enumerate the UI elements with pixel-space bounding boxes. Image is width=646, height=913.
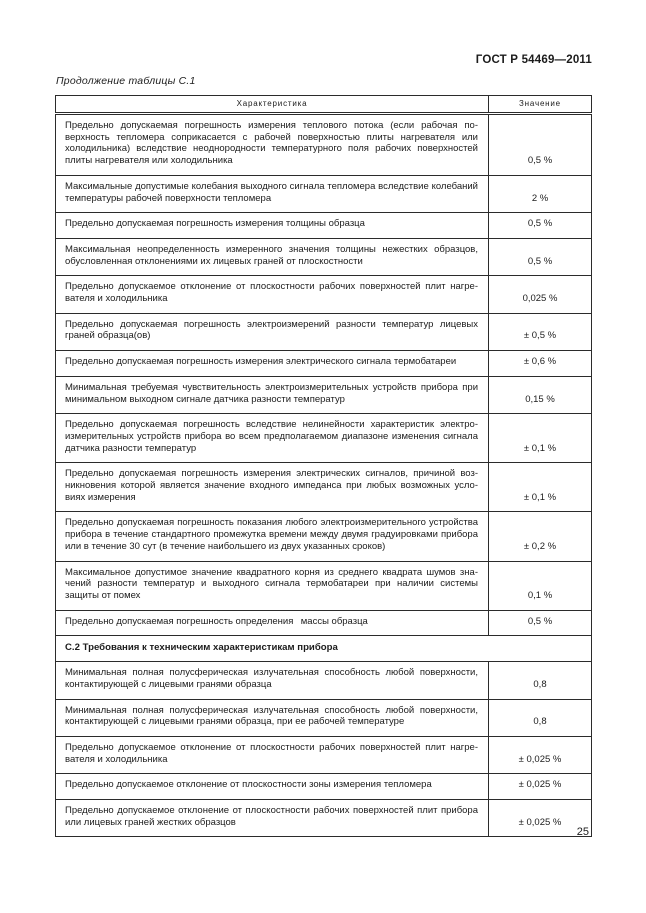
characteristic-cell: Предельно допускаемая погрешность определения массы образца (56, 610, 489, 636)
characteristic-cell: Предельно допускаемая погрешность измерения толщины образца (56, 213, 489, 239)
characteristic-cell: Предельно допускаемое отклонение от плоскостности зоны измерения тепломера (56, 774, 489, 800)
characteristic-cell: Предельно допускаемая погрешность вследствие нелинейности характеристик электроизмерительных устройств прибора во всем предполагаемом диапазоне изменения сигнала датчика разности температур (56, 414, 489, 463)
document-title: ГОСТ Р 54469—2011 (475, 54, 592, 66)
characteristic-cell: Минимальная требуемая чувствительность электроизмерительных устройств прибора при минимальном выходном сигнале датчика разности температур (56, 376, 489, 413)
table-body (56, 114, 592, 837)
characteristic-cell: Предельно допускаемое отклонение от плоскостности рабочих поверхностей плит нагревателя и холодильника (56, 276, 489, 313)
table-row (56, 463, 592, 512)
table-row (56, 175, 592, 212)
table-row (56, 699, 592, 736)
table-header (56, 96, 592, 114)
value-cell: ± 0,6 % (489, 351, 592, 377)
column-header-value: Значение (489, 96, 592, 114)
table-row (56, 662, 592, 699)
value-cell: ± 0,025 % (489, 800, 592, 837)
value-cell: ± 0,025 % (489, 774, 592, 800)
value-cell: ± 0,1 % (489, 463, 592, 512)
value-cell: 0,8 (489, 662, 592, 699)
table-row (56, 376, 592, 413)
characteristic-cell: Предельно допускаемая погрешность измерения электрического сигнала термобатареи (56, 351, 489, 377)
characteristic-cell: Минимальная полная полусферическая излучательная способность любой поверхности, контактирующей с лицевыми гранями образца (56, 662, 489, 699)
characteristic-cell: Максимальное допустимое значение квадратного корня из среднего квадрата шумов значений разности температур и выходного сигнала термобатареи при наличии системы защиты от помех (56, 561, 489, 610)
table-header-row (56, 96, 592, 114)
section-label: С.2 Требования к техническим характеристикам прибора (56, 636, 592, 662)
value-cell: ± 0,2 % (489, 512, 592, 561)
characteristics-table (55, 95, 592, 837)
page-number: 25 (576, 826, 589, 838)
table-row (56, 238, 592, 275)
value-cell: 0,5 % (489, 610, 592, 636)
value-cell: 0,025 % (489, 276, 592, 313)
value-cell: 0,1 % (489, 561, 592, 610)
value-cell: 0,5 % (489, 114, 592, 176)
value-cell: 0,8 (489, 699, 592, 736)
value-cell: 0,5 % (489, 238, 592, 275)
value-cell: ± 0,025 % (489, 736, 592, 773)
value-cell: 0,15 % (489, 376, 592, 413)
table-row (56, 213, 592, 239)
table-row (56, 561, 592, 610)
value-cell: 2 % (489, 175, 592, 212)
column-header-characteristic: Характеристика (56, 96, 489, 114)
table-row (56, 276, 592, 313)
table-row (56, 736, 592, 773)
characteristic-cell: Предельно допускаемое отклонение от плоскостности рабочих поверхностей плит прибора или лицевых граней жестких образцов (56, 800, 489, 837)
table-row (56, 800, 592, 837)
characteristic-cell: Максимальные допустимые колебания выходного сигнала тепломера вследствие колебаний температуры рабочей поверхности тепломера (56, 175, 489, 212)
table-row (56, 610, 592, 636)
table-caption: Продолжение таблицы С.1 (56, 75, 196, 87)
characteristic-cell: Предельно допускаемая погрешность измерения электрических сигналов, причиной возникновения которой является значение входного импеданса при любых возможных условиях измерения (56, 463, 489, 512)
table-row (56, 114, 592, 176)
value-cell: ± 0,1 % (489, 414, 592, 463)
table-row (56, 774, 592, 800)
value-cell: ± 0,5 % (489, 313, 592, 350)
characteristic-cell: Предельно допускаемое отклонение от плоскостности рабочих поверхностей плит нагревателя и холодильника (56, 736, 489, 773)
section-row (56, 636, 592, 662)
table-row (56, 351, 592, 377)
characteristic-cell: Максимальная неопределенность измеренного значения толщины нежестких образцов, обусловленная отклонениями их лицевых граней от плоскостности (56, 238, 489, 275)
characteristic-cell: Предельно допускаемая погрешность показания любого электроизмерительного устройства прибора в течение стандартного промежутка времени между двумя градуировками прибора или в течение 30 сут (в течение наибольшего из двух указанных сроков) (56, 512, 489, 561)
characteristic-cell: Предельно допускаемая погрешность измерения теплового потока (если рабочая поверхность тепломера соприкасается с рабочей поверхностью плиты нагревателя или холодильника) вследствие неоднородности температурного поля рабочих поверхностей плиты нагревателя или холодильника (56, 114, 489, 176)
characteristic-cell: Предельно допускаемая погрешность электроизмерений разности температур лицевых граней образца(ов) (56, 313, 489, 350)
table-row (56, 414, 592, 463)
value-cell: 0,5 % (489, 213, 592, 239)
table-row (56, 512, 592, 561)
characteristic-cell: Минимальная полная полусферическая излучательная способность любой поверхности, контактирующей с лицевыми гранями образца, при ее рабочей температуре (56, 699, 489, 736)
table-row (56, 313, 592, 350)
